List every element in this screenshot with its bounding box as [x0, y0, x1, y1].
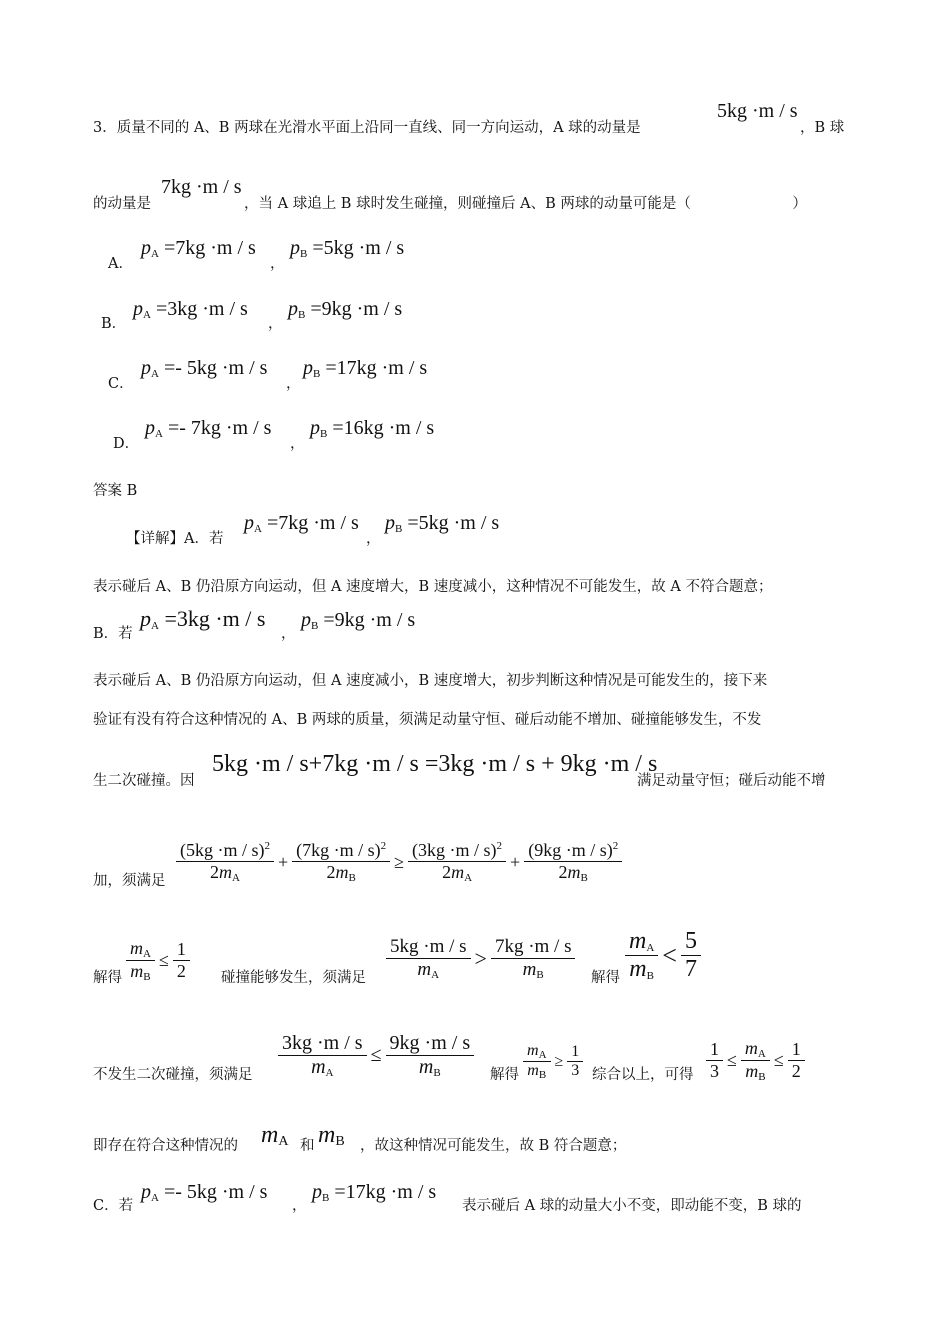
- exist-suffix: ，故这种情况可能发生，故 B 符合题意；: [360, 1138, 627, 1154]
- option-pb: $p_B =16kg \cdot m / s$: [310, 417, 435, 440]
- solve-label-1: 解得: [93, 970, 122, 986]
- collision-prefix: 碰撞能够发生，须满足: [221, 970, 366, 986]
- detail-c-suffix: 表示碰后 A 球的动量大小不变，即动能不变，B 球的: [462, 1198, 802, 1214]
- pb-initial: 7kg ·m / s: [161, 176, 242, 198]
- detail-c-pa: $p_A =- 5kg \cdot m / s$: [141, 1181, 268, 1204]
- exist-prefix: 即存在符合这种情况的: [93, 1138, 238, 1154]
- option-pa: $p_A =7kg \cdot m / s$: [141, 237, 256, 260]
- no-second-inequality: $\frac{3kg \cdot m / s}{m_A}$ ≤ $\frac{9kg \cdot m / s}{m_B}$: [278, 1032, 474, 1079]
- energy-prefix: 加，须满足: [93, 873, 166, 889]
- detail-c-prefix: C．若: [93, 1198, 134, 1214]
- option-label: D．: [113, 436, 140, 452]
- option-label: A．: [108, 256, 133, 272]
- solve-label-2: 解得: [591, 970, 620, 986]
- detail-line-b3-suffix: 满足动量守恒；碰后动能不增: [637, 773, 826, 789]
- option-pa: $p_A =3kg \cdot m / s$: [133, 298, 248, 321]
- combined-range: $\frac{1}{3}$ ≤ $\frac{m_A}{m_B}$ ≤ $\frac{1}{2}$: [706, 1038, 805, 1083]
- momentum-equation: 5kg ·m / s+7kg ·m / s =3kg ·m / s + 9kg ·m / s: [212, 751, 658, 777]
- detail-prefix: 【详解】A．若: [126, 531, 224, 547]
- option-label: C．: [108, 376, 134, 392]
- option-pb: $p_B =17kg \cdot m / s$: [303, 357, 428, 380]
- mass-ratio-3: $\frac{m_A}{m_B}$ ≥ $\frac{1}{3}$: [523, 1042, 583, 1081]
- mass-a-symbol: $m_A$: [261, 1122, 289, 1149]
- detail-b-pb: $p_B =9kg \cdot m / s$: [301, 609, 416, 632]
- solve-label-3: 解得: [490, 1067, 519, 1083]
- detail-b-prefix: B．若: [93, 626, 133, 642]
- mass-ratio-1: $\frac{m_A}{m_B}$ ≤ $\frac{1}{2}$: [126, 938, 190, 983]
- detail-a-pa: $p_A =7kg \cdot m / s$: [244, 512, 359, 535]
- detail-line-b2: 验证有没有符合这种情况的 A、B 两球的质量，须满足动量守恒、碰后动能不增加、碰撞能够发生，不发: [93, 712, 762, 728]
- option-pb: $p_B =9kg \cdot m / s$: [288, 298, 403, 321]
- energy-inequality: $\frac{(5kg \cdot m / s)^2}{2m_A}$ + $\frac{(7kg \cdot m / s)^2}{2m_B}$ ≥ $\frac{(3kg \cdot m / s)^2}{2m_A}$ + $\frac{(9kg \cdot m / s)^2}{2m_B}$: [176, 840, 622, 884]
- question-stem-2: ，B 球: [800, 120, 845, 136]
- option-label: B．: [101, 316, 127, 332]
- option-pa: $p_A =- 7kg \cdot m / s$: [145, 417, 272, 440]
- and-text: 和: [300, 1138, 315, 1154]
- question-stem-1: 3．质量不同的 A、B 两球在光滑水平面上沿同一直线、同一方向运动，A 球的动量是: [93, 120, 641, 136]
- detail-a-pb: $p_B =5kg \cdot m / s$: [385, 512, 500, 535]
- mass-ratio-2: $\frac{m_A}{m_B}$ < $\frac{5}{7}$: [625, 928, 701, 983]
- option-pb: $p_B =5kg \cdot m / s$: [290, 237, 405, 260]
- detail-line-b1: 表示碰后 A、B 仍沿原方向运动，但 A 速度减小，B 速度增大，初步判断这种情况是可能发生的，接下来: [93, 673, 768, 689]
- question-stem-4: ，当 A 球追上 B 球时发生碰撞，则碰撞后 A、B 两球的动量可能是（ ）: [244, 196, 807, 212]
- mass-b-symbol: $m_B$: [318, 1122, 345, 1149]
- question-stem-3: 的动量是: [93, 196, 151, 212]
- combine-text: 综合以上，可得: [592, 1067, 694, 1083]
- detail-c-pb: $p_B =17kg \cdot m / s$: [312, 1181, 437, 1204]
- detail-b-pa: $p_A =3kg \cdot m / s$: [140, 606, 266, 632]
- detail-line-a: 表示碰后 A、B 仍沿原方向运动，但 A 速度增大，B 速度减小，这种情况不可能发生，故 A 不符合题意；: [93, 579, 773, 595]
- detail-line-b3-prefix: 生二次碰撞。因: [93, 773, 195, 789]
- collision-inequality: $\frac{5kg \cdot m / s}{m_A}$ > $\frac{7kg \cdot m / s}{m_B}$: [386, 936, 575, 981]
- option-pa: $p_A =- 5kg \cdot m / s$: [141, 357, 268, 380]
- answer-label: 答案 B: [93, 483, 138, 499]
- pa-initial: 5kg ·m / s: [717, 100, 798, 122]
- no-second-prefix: 不发生二次碰撞，须满足: [93, 1067, 253, 1083]
